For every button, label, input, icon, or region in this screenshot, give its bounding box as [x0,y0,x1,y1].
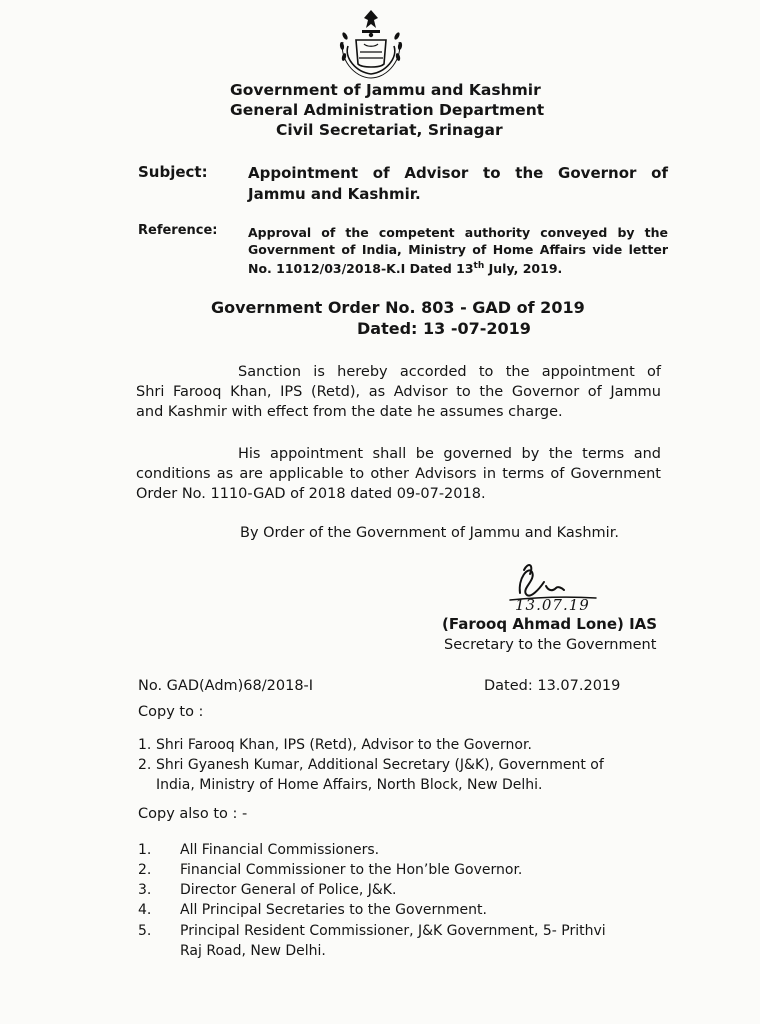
subject-line: Appointment of Advisor to the Governor of [248,164,668,182]
list-number: 5. [138,923,152,939]
reference-line: Government of India, Ministry of Home Affairs vide letter [248,242,668,257]
header-department: General Administration Department [230,101,545,119]
closing-line: By Order of the Government of Jammu and Kashmir. [240,525,619,541]
order-number: Government Order No. 803 - GAD of 2019 [211,298,585,317]
list-number: 2. [138,757,152,773]
list-text: Shri Farooq Khan, IPS (Retd), Advisor to the Governor. [156,737,532,753]
para-line: Shri Farooq Khan, IPS (Retd), as Advisor to the Governor of Jammu [136,384,661,400]
list-item [138,901,487,920]
paragraph-terms [136,444,661,504]
list-number: 1. [138,737,152,753]
list-item-continuation: Raj Road, New Delhi. [180,943,326,959]
list-item [138,756,663,775]
handwritten-date: 13.07.19 [515,596,590,614]
state-emblem-icon [334,6,408,80]
header-government: Government of Jammu and Kashmir [230,81,541,99]
paragraph-sanction [136,362,661,422]
list-number: 1. [138,842,152,858]
list-number: 4. [138,902,152,918]
reference-line3-text: No. 11012/03/2018-K.I Dated 13 [248,261,474,277]
list-item [138,841,379,860]
dispatch-number: No. GAD(Adm)68/2018-I [138,678,314,694]
list-item-continuation: India, Ministry of Home Affairs, North Block, New Delhi. [156,777,543,793]
reference-line3-tail: July, 2019. [484,261,563,277]
list-item [138,922,606,941]
list-text: Financial Commissioner to the Hon’ble Governor. [180,862,523,878]
reference-text [248,224,668,277]
copy-to-heading: Copy to : [138,704,204,720]
para-line: and Kashmir with effect from the date he assumes charge. [136,404,563,420]
reference-line: Approval of the competent authority conveyed by the [248,225,668,240]
signatory-name: (Farooq Ahmad Lone) IAS [442,615,658,633]
list-item [138,861,522,880]
order-date: Dated: 13 -07-2019 [357,319,531,338]
list-number: 3. [138,882,152,898]
para-line: Order No. 1110-GAD of 2018 dated 09-07-2018. [136,486,486,502]
signatory-designation: Secretary to the Government [444,637,657,653]
subject-label: Subject: [138,163,208,181]
copy-also-to-heading: Copy also to : - [138,806,248,822]
reference-superscript: th [473,261,485,271]
list-text: Principal Resident Commissioner, J&K Government, 5- Prithvi [180,923,606,939]
reference-line [248,258,668,277]
list-text: All Principal Secretaries to the Government. [180,902,487,918]
list-number: 2. [138,862,152,878]
list-item [138,736,532,755]
list-item [138,881,396,900]
para-line: conditions as are applicable to other Advisors in terms of Government [136,466,661,482]
subject-text [248,163,668,205]
dispatch-date: Dated: 13.07.2019 [484,678,621,694]
header-secretariat: Civil Secretariat, Srinagar [276,121,503,139]
list-text: All Financial Commissioners. [180,842,380,858]
subject-line: Jammu and Kashmir. [248,185,421,203]
reference-label: Reference: [138,223,218,238]
list-text: Shri Gyanesh Kumar, Additional Secretary (J&K), Government of [156,757,604,773]
para-line: His appointment shall be governed by the terms and [238,446,661,462]
list-text: Director General of Police, J&K. [180,882,397,898]
para-line: Sanction is hereby accorded to the appointment of [238,364,661,380]
